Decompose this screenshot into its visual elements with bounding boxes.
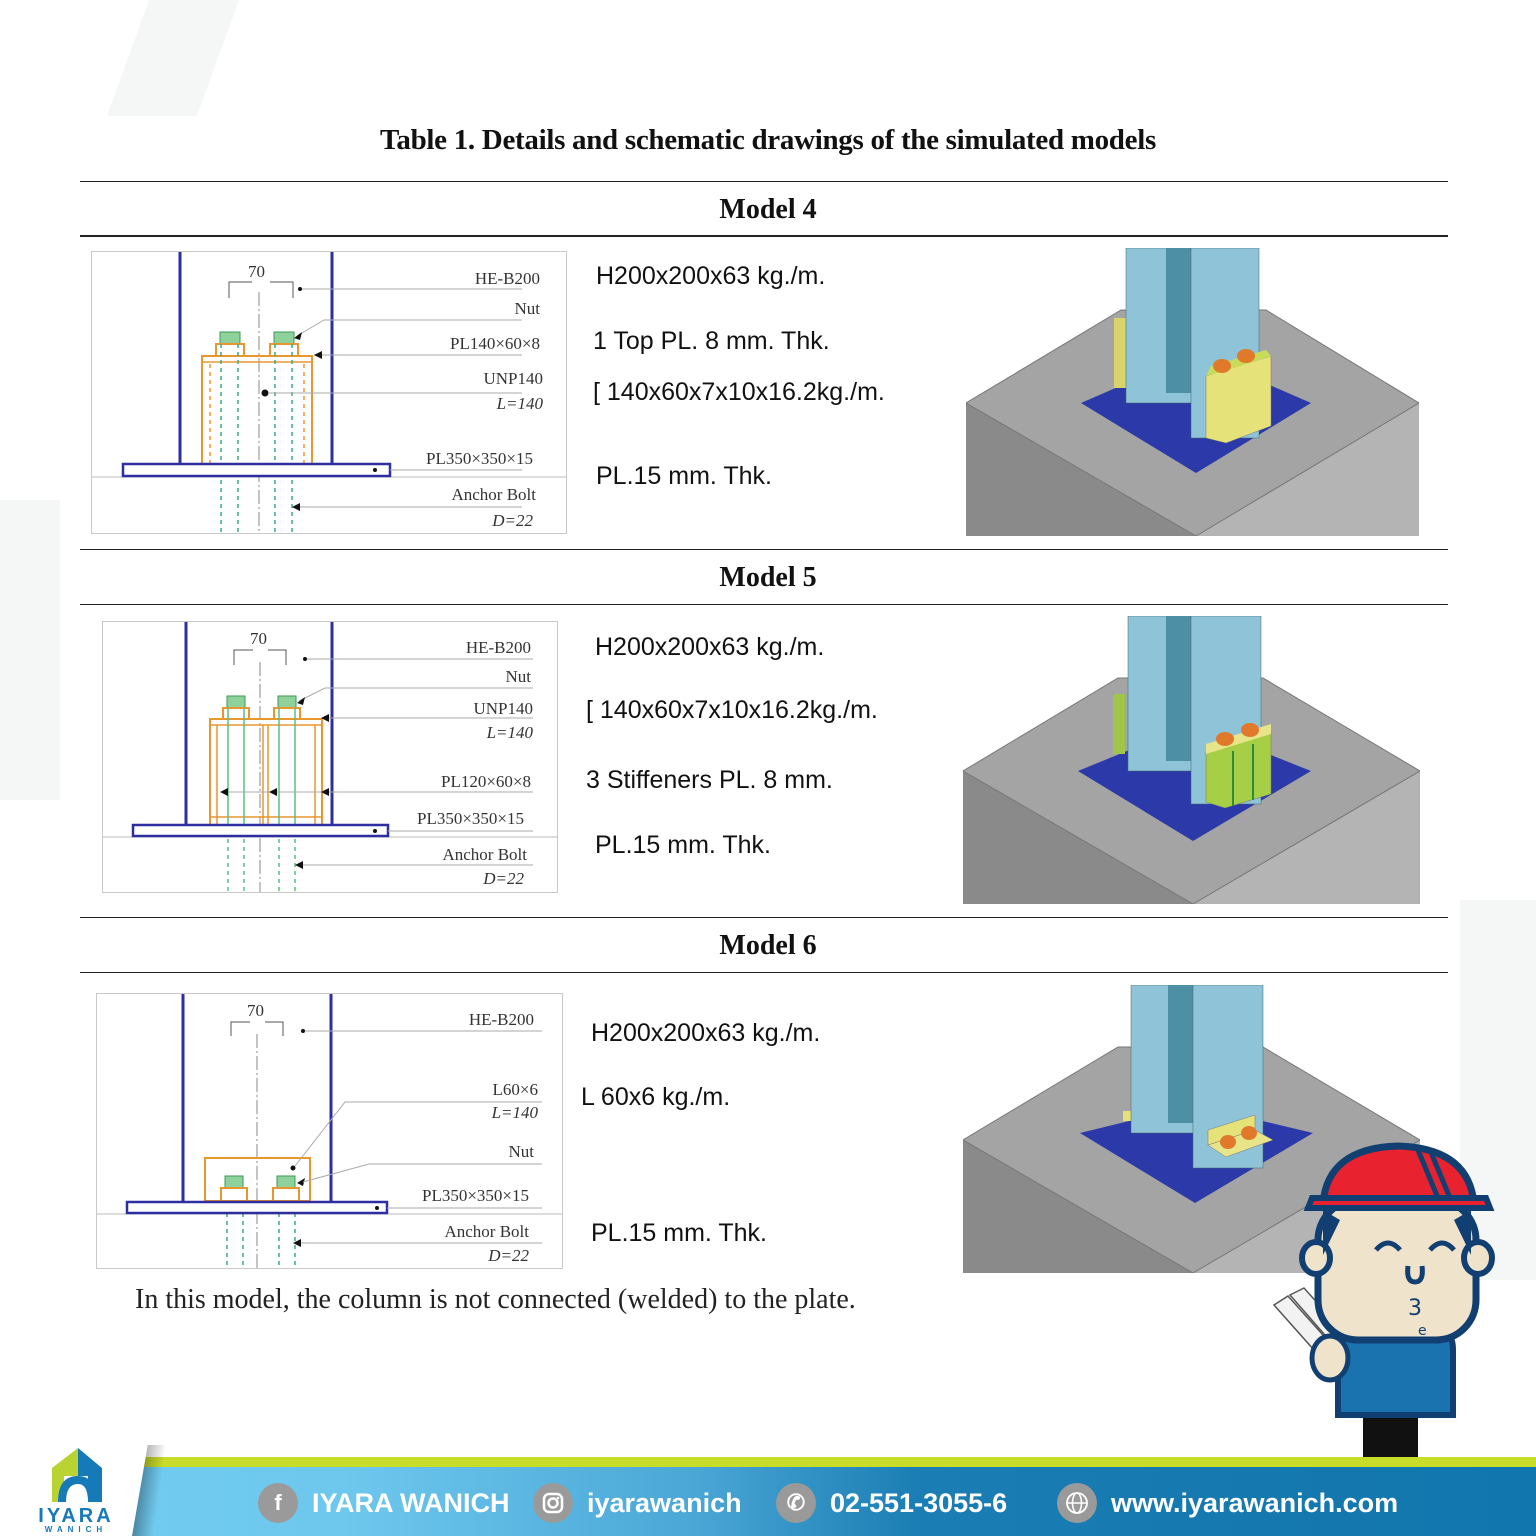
svg-text:Anchor Bolt: Anchor Bolt (451, 485, 536, 504)
divider (80, 917, 1448, 918)
svg-text:HE-B200: HE-B200 (474, 269, 540, 288)
model-6-note: In this model, the column is not connected (welded) to the plate. (135, 1284, 856, 1315)
mascot-engineer (1268, 1140, 1536, 1460)
dim-label: 70 (248, 262, 265, 281)
facebook-label: IYARA WANICH (312, 1487, 510, 1518)
phone-icon: ✆ (776, 1483, 816, 1523)
divider (80, 549, 1448, 550)
instagram-label: iyarawanich (587, 1487, 742, 1518)
svg-text:PL350×350×15: PL350×350×15 (416, 809, 524, 828)
model-4-spec-base-plate: PL.15 mm. Thk. (596, 462, 772, 490)
footer-accent-bar (0, 1457, 1536, 1467)
model-4-3d-render (966, 248, 1419, 536)
svg-text:HE-B200: HE-B200 (468, 1010, 534, 1029)
phone-link[interactable] (776, 1478, 1007, 1528)
svg-text:e: e (1418, 1323, 1427, 1339)
logo-wordmark-bottom: WANICH (44, 1525, 108, 1534)
model-5-3d-render (963, 616, 1420, 904)
model-6-spec-angle: L 60x6 kg./m. (581, 1083, 731, 1111)
svg-text:D=22: D=22 (488, 1246, 529, 1265)
svg-text:PL350×350×15: PL350×350×15 (421, 1186, 529, 1205)
globe-icon (1057, 1483, 1097, 1523)
svg-text:L=140: L=140 (496, 394, 543, 413)
svg-text:Anchor Bolt: Anchor Bolt (442, 845, 527, 864)
svg-text:HE-B200: HE-B200 (465, 638, 531, 657)
facebook-icon: f (258, 1483, 298, 1523)
logo-wordmark-top: IYARA (38, 1505, 114, 1527)
svg-text:PL140×60×8: PL140×60×8 (449, 334, 540, 353)
divider (80, 235, 1448, 237)
website-label: www.iyarawanich.com (1111, 1487, 1399, 1518)
svg-text:Nut: Nut (514, 299, 540, 318)
svg-text:Nut: Nut (508, 1142, 534, 1161)
svg-text:L=140: L=140 (486, 723, 533, 742)
model-5-schematic (102, 621, 558, 893)
phone-label: 02-551-3055-6 (830, 1487, 1008, 1518)
svg-text:70: 70 (247, 1001, 264, 1020)
model-4-schematic (91, 251, 567, 534)
model-5-spec-channel: [ 140x60x7x10x16.2kg./m. (586, 696, 878, 724)
svg-text:UNP140: UNP140 (473, 699, 533, 718)
model-4-spec-channel: [ 140x60x7x10x16.2kg./m. (593, 378, 885, 406)
model-6-spec-column: H200x200x63 kg./m. (591, 1019, 821, 1047)
divider (80, 181, 1448, 182)
svg-text:Anchor Bolt: Anchor Bolt (444, 1222, 529, 1241)
model-6-heading: Model 6 (719, 930, 817, 961)
model-5-spec-column: H200x200x63 kg./m. (595, 633, 825, 661)
svg-text:PL350×350×15: PL350×350×15 (425, 449, 533, 468)
model-5-spec-base-plate: PL.15 mm. Thk. (595, 831, 771, 859)
model-5-spec-stiffeners: 3 Stiffeners PL. 8 mm. (586, 766, 833, 794)
model-4-spec-top-plate: 1 Top PL. 8 mm. Thk. (593, 327, 830, 355)
house-logo-icon (26, 1446, 126, 1502)
instagram-link[interactable] (533, 1478, 742, 1528)
background-stripe (107, 0, 239, 116)
svg-text:L=140: L=140 (491, 1103, 538, 1122)
model-4-heading: Model 4 (719, 194, 817, 225)
svg-text:L60×6: L60×6 (492, 1080, 538, 1099)
svg-text:Nut: Nut (505, 667, 531, 686)
svg-text:D=22: D=22 (483, 869, 524, 888)
model-5-heading: Model 5 (719, 562, 817, 593)
model-4-spec-column: H200x200x63 kg./m. (596, 262, 826, 290)
svg-text:UNP140: UNP140 (483, 369, 543, 388)
iyara-wanich-logo[interactable] (26, 1446, 126, 1534)
background-stripe (0, 500, 60, 800)
svg-text:PL120×60×8: PL120×60×8 (440, 772, 531, 791)
divider (80, 604, 1448, 605)
facebook-link[interactable] (258, 1478, 510, 1528)
divider (80, 972, 1448, 973)
svg-text:70: 70 (250, 629, 267, 648)
website-link[interactable] (1057, 1478, 1398, 1528)
instagram-icon (533, 1483, 573, 1523)
model-6-spec-base-plate: PL.15 mm. Thk. (591, 1219, 767, 1247)
model-6-schematic (96, 993, 563, 1269)
table-title: Table 1. Details and schematic drawings of the simulated models (380, 124, 1156, 156)
svg-text:3: 3 (1408, 1296, 1422, 1321)
svg-text:D=22: D=22 (492, 511, 533, 530)
